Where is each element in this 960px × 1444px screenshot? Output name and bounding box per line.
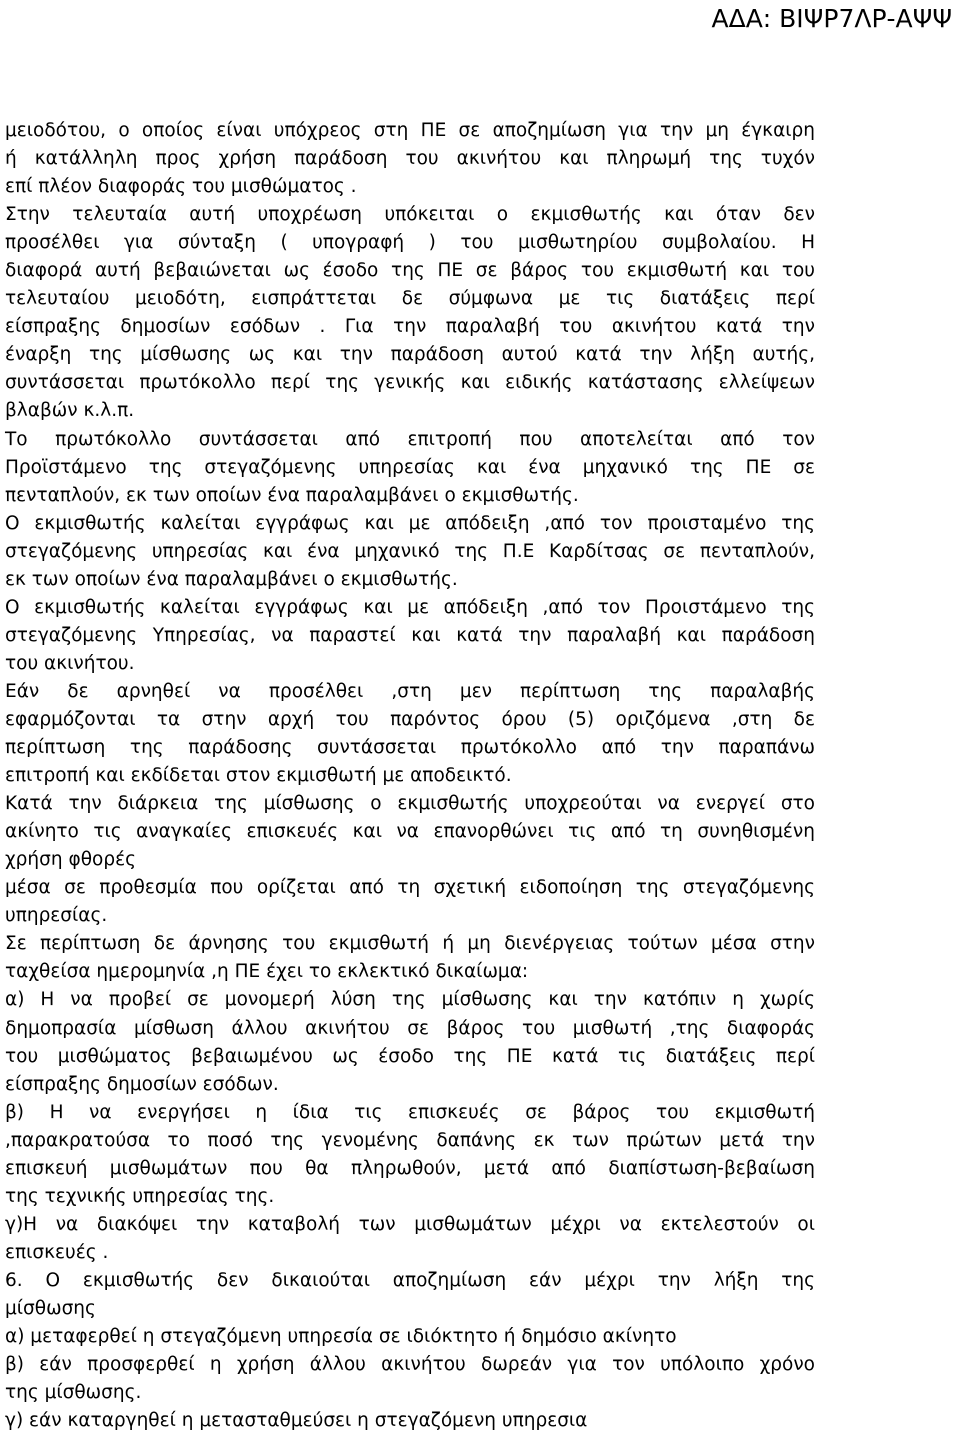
paragraph bbox=[5, 1407, 815, 1435]
text-line: επισκευές . bbox=[5, 1241, 109, 1263]
paragraph bbox=[5, 117, 815, 426]
text-line: της μίσθωσης. bbox=[5, 1382, 142, 1404]
text-line: Εάν δε αρνηθεί να προσέλθει ,στη μεν περίπτωση της παραλαβής bbox=[5, 680, 815, 702]
text-line: ακίνητο τις αναγκαίες επισκευές και να επανορθώνει τις από τη συνηθισμένη bbox=[5, 821, 815, 843]
paragraph bbox=[5, 678, 815, 790]
text-line: πενταπλούν, εκ των οποίων ένα παραλαμβάνει ο εκμισθωτής. bbox=[5, 484, 579, 506]
text-line: της τεχνικής υπηρεσίας της. bbox=[5, 1185, 275, 1207]
text-line: γ) εάν καταργηθεί η μετασταθμεύσει η στεγαζόμενη υπηρεσια bbox=[5, 1410, 588, 1432]
paragraph bbox=[5, 1323, 815, 1351]
text-line: του ακινήτου. bbox=[5, 652, 135, 674]
text-line: εκ των οποίων ένα παραλαμβάνει ο εκμισθωτής. bbox=[5, 568, 458, 590]
ada-header: ΑΔΑ: ΒΙΨΡ7ΛΡ-ΑΨΨ bbox=[711, 4, 952, 33]
text-line: μίσθωσης bbox=[5, 1297, 96, 1319]
paragraph bbox=[5, 874, 815, 930]
text-line: 6. Ο εκμισθωτής δεν δικαιούται αποζημίωση εάν μέχρι την λήξη της bbox=[5, 1269, 815, 1291]
text-line: συντάσσεται πρωτόκολλο περί της γενικής και ειδικής κατάστασης ελλείψεων bbox=[5, 372, 815, 394]
text-line: β) εάν προσφερθεί η χρήση άλλου ακινήτου δωρεάν για τον υπόλοιπο χρόνο bbox=[5, 1354, 815, 1376]
text-line: επί πλέον διαφοράς του μισθώματος . bbox=[5, 176, 357, 198]
paragraph bbox=[5, 426, 815, 510]
text-line: του μισθώματος βεβαιωμένου ως έσοδο της ΠΕ κατά τις διατάξεις περί bbox=[5, 1045, 815, 1067]
text-line: δημοπρασία μίσθωση άλλου ακινήτου σε βάρος του μισθωτή ,της διαφοράς bbox=[5, 1017, 815, 1039]
paragraph bbox=[5, 1099, 815, 1211]
text-line: εφαρμόζονται τα στην αρχή του παρόντος όρου (5) οριζόμενα ,στη δε bbox=[5, 708, 815, 730]
text-line: α) μεταφερθεί η στεγαζόμενη υπηρεσία σε ιδιόκτητο ή δημόσιο ακίνητο bbox=[5, 1326, 677, 1348]
paragraph bbox=[5, 986, 815, 1098]
text-line: χρήση φθορές bbox=[5, 849, 136, 871]
text-line: Κατά την διάρκεια της μίσθωσης ο εκμισθωτής υποχρεούται να ενεργεί στο bbox=[5, 793, 815, 815]
text-line: είσπραξης δημοσίων εσόδων . Για την παραλαβή του ακινήτου κατά την bbox=[5, 316, 815, 338]
text-line: βλαβών κ.λ.π. bbox=[5, 400, 135, 422]
text-line: προσέλθει για σύνταξη ( υπογραφή ) του μισθωτηρίου συμβολαίου. Η bbox=[5, 232, 815, 254]
text-line: Στην τελευταία αυτή υποχρέωση υπόκειται ο εκμισθωτής και όταν δεν bbox=[5, 204, 815, 226]
paragraph bbox=[5, 790, 815, 874]
text-line: τελευταίου μειοδότη, εισπράττεται δε σύμφωνα με τις διατάξεις περί bbox=[5, 288, 815, 310]
text-line: στεγαζόμενης Υπηρεσίας, να παραστεί και κατά την παραλαβή και παράδοση bbox=[5, 624, 815, 646]
text-line: είσπραξης δημοσίων εσόδων. bbox=[5, 1073, 279, 1095]
text-line: Προϊστάμενο της στεγαζόμενης υπηρεσίας και ένα μηχανικό της ΠΕ σε bbox=[5, 456, 815, 478]
text-line: Σε περίπτωση δε άρνησης του εκμισθωτή ή μη διενέργειας τούτων μέσα στην bbox=[5, 933, 815, 955]
text-line: διαφορά αυτή βεβαιώνεται ως έσοδο της ΠΕ σε βάρος του εκμισθωτή και του bbox=[5, 260, 815, 282]
paragraph bbox=[5, 930, 815, 986]
paragraph bbox=[5, 1267, 815, 1323]
text-line: ή κατάλληλη προς χρήση παράδοση του ακινήτου και πληρωμή της τυχόν bbox=[5, 148, 815, 170]
paragraph bbox=[5, 510, 815, 594]
text-line: περίπτωση της παράδοσης συντάσσεται πρωτόκολλο από την παραπάνω bbox=[5, 737, 815, 759]
text-line: υπηρεσίας. bbox=[5, 905, 108, 927]
text-line: ,παρακρατούσα το ποσό της γενομένης δαπάνης εκ των πρώτων μετά την bbox=[5, 1129, 815, 1151]
text-line: β) Η να ενεργήσει η ίδια τις επισκευές σε βάρος του εκμισθωτή bbox=[5, 1101, 815, 1123]
text-line: επιτροπή και εκδίδεται στον εκμισθωτή με αποδεικτό. bbox=[5, 765, 512, 787]
text-line: στεγαζόμενης υπηρεσίας και ένα μηχανικό της Π.Ε Καρδίτσας σε πενταπλούν, bbox=[5, 540, 815, 562]
text-line: μειοδότου, ο οποίος είναι υπόχρεος στη ΠΕ σε αποζημίωση για την μη έγκαιρη bbox=[5, 120, 815, 141]
text-line: Το πρωτόκολλο συντάσσεται από επιτροπή που αποτελείται από τον bbox=[5, 428, 815, 450]
text-line: Ο εκμισθωτής καλείται εγγράφως και με απόδειξη ,από τον Προιστάμενο της bbox=[5, 596, 815, 618]
text-line: επισκευή μισθωμάτων που θα πληρωθούν, μετά από διαπίστωση-βεβαίωση bbox=[5, 1157, 815, 1179]
document-body bbox=[5, 117, 815, 1435]
text-line: Ο εκμισθωτής καλείται εγγράφως και με απόδειξη ,από τον προισταμένο της bbox=[5, 512, 815, 534]
text-line: α) Η να προβεί σε μονομερή λύση της μίσθωσης και την κατόπιν η χωρίς bbox=[5, 989, 815, 1011]
text-line: μέσα σε προθεσμία που ορίζεται από τη σχετική ειδοποίηση της στεγαζόμενης bbox=[5, 877, 815, 899]
paragraph bbox=[5, 1211, 815, 1267]
text-line: ταχθείσα ημερομηνία ,η ΠΕ έχει το εκλεκτικό δικαίωμα: bbox=[5, 961, 529, 983]
paragraph bbox=[5, 1351, 815, 1407]
paragraph bbox=[5, 594, 815, 678]
text-line: έναρξη της μίσθωσης ως και την παράδοση αυτού κατά την λήξη αυτής, bbox=[5, 344, 815, 366]
text-line: γ)Η να διακόψει την καταβολή των μισθωμάτων μέχρι να εκτελεστούν οι bbox=[5, 1213, 815, 1235]
